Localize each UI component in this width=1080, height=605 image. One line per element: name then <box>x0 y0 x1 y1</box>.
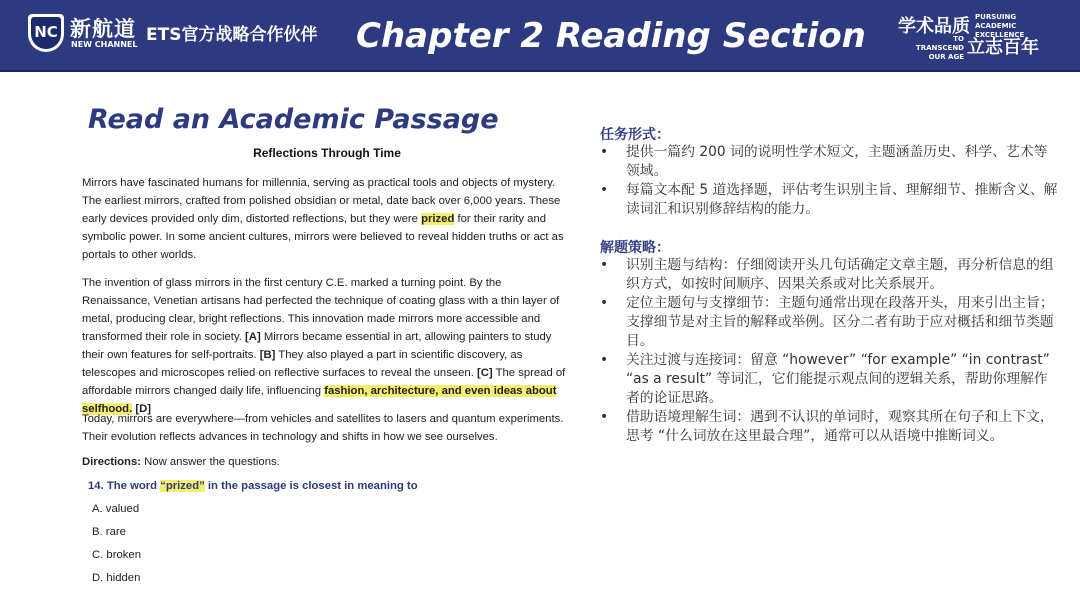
insert-marker-b: [B] <box>259 349 276 361</box>
passage-title: Reflections Through Time <box>253 146 401 160</box>
list-item-text: 提供一篇约 200 词的说明性学术短文，主题涵盖历史、科学、艺术等领域。 <box>626 144 1048 179</box>
list-item-text: 定位主题句与支撑细节：主题句通常出现在段落开头，用来引出主旨；支撑细节是对主旨的解释或举例。区分二者有助于应对概括和细节类题目。 <box>626 295 1054 349</box>
paragraph-text: The invention of glass mirrors in the first century C.E. marked a turning point. By the Renaissance, Venetian artisans had perfected the technique of coating glass with a thin layer of metal, producing clear, bright reflections. This innovation made mirrors more accessible and transformed their role in society. <box>82 277 560 343</box>
chapter-title: Chapter 2 Reading Section <box>356 16 866 56</box>
task-heading: 任务形式： <box>600 127 670 143</box>
passage-paragraph-2 <box>82 274 572 418</box>
insert-marker-c: [C] <box>476 367 493 379</box>
option-d[interactable]: D. hidden <box>92 572 141 584</box>
bullet-icon: • <box>600 409 609 425</box>
brand-name-en: NEW CHANNEL <box>71 40 138 49</box>
question-highlight: “prized” <box>160 480 205 492</box>
list-item-text: 借助语境理解生词：遇到不认识的单词时，观察其所在句子和上下文，思考 “什么词放在这里最合理”，通常可以从语境中推断词义。 <box>626 409 1054 444</box>
motto-en-2: TO TRANSCEND OUR AGE <box>915 35 964 61</box>
question-text: 14. The word <box>88 480 161 492</box>
brand-name: 新航道 <box>70 17 136 41</box>
passage-paragraph-1 <box>82 174 572 264</box>
motto-cn-2: 立志百年 <box>967 37 1039 58</box>
directions <box>82 456 280 468</box>
strategy-list <box>600 256 1060 446</box>
paragraph-text: Mirrors became essential in art, allowing painters to study their own features for self-portraits. <box>82 331 552 361</box>
question-14 <box>88 480 418 492</box>
paragraph-text: for their rarity and symbolic power. In some ancient cultures, mirrors were believed to reveal hidden truths or act as portals to other worlds. <box>82 213 564 261</box>
list-item-text: 识别主题与结构：仔细阅读开头几句话确定文章主题，再分析信息的组织方式，如按时间顺序、因果关系或对比关系展开。 <box>626 257 1054 292</box>
list-item <box>600 143 1060 181</box>
list-item <box>600 294 1060 351</box>
nc-logo-icon: NC <box>31 17 61 49</box>
list-item-text: 关注过渡与连接词：留意 “however” “for example” “in contrast” “as a result” 等词汇，它们能提示观点间的逻辑关系，帮助你理解作者的论证思路。 <box>626 352 1050 406</box>
list-item-text: 每篇文本配 5 道选择题，评估考生识别主旨、理解细节、推断含义、解读词汇和识别修辞结构的能力。 <box>626 182 1058 217</box>
paragraph-text: The spread of affordable mirrors changed daily life, influencing <box>82 367 566 397</box>
list-item <box>600 351 1060 408</box>
option-a[interactable]: A. valued <box>92 503 140 515</box>
bullet-icon: • <box>600 295 609 311</box>
header-bar <box>0 0 1080 72</box>
directions-label: Directions: <box>82 456 142 468</box>
partner-label: ETS官方战略合作伙伴 <box>146 25 318 45</box>
option-b[interactable]: B. rare <box>92 526 126 538</box>
insert-marker-d: [D] <box>135 403 152 415</box>
paragraph-text: Mirrors have fascinated humans for millennia, serving as practical tools and objects of mystery. The earliest mirrors, crafted from polished obsidian or metal, date back over 6,000 years. These early devices provided only dim, distorted reflections, but they were <box>82 177 561 225</box>
directions-text: Now answer the questions. <box>141 456 280 468</box>
option-c[interactable]: C. broken <box>92 549 141 561</box>
insert-marker-a: [A] <box>245 331 261 343</box>
paragraph-text: They also played a part in scientific discovery, as telescopes and microscopes relied on reflective surfaces to reveal the unseen. <box>82 349 523 379</box>
list-item <box>600 408 1060 446</box>
bullet-icon: • <box>600 352 609 368</box>
list-item <box>600 181 1060 219</box>
highlight-prized: prized <box>421 213 455 225</box>
task-list <box>600 143 1060 219</box>
strategy-heading: 解题策略： <box>600 240 670 256</box>
bullet-icon: • <box>600 257 609 273</box>
highlight-phrase: fashion, architecture, and even ideas about selfhood. <box>82 385 557 415</box>
passage-paragraph-3: Today, mirrors are everywhere—from vehicles and satellites to lasers and quantum experiments. Their evolution reflects advances in technology and shifts in how we see ourselves. <box>82 413 564 443</box>
bullet-icon: • <box>600 144 609 160</box>
motto-cn-1: 学术品质 <box>898 16 970 37</box>
motto-en-1: PURSUING ACADEMIC EXCELLENCE <box>975 13 1025 39</box>
section-title: Read an Academic Passage <box>88 104 499 135</box>
bullet-icon: • <box>600 182 609 198</box>
list-item <box>600 256 1060 294</box>
question-text: in the passage is closest in meaning to <box>204 480 418 492</box>
logo <box>28 14 64 52</box>
